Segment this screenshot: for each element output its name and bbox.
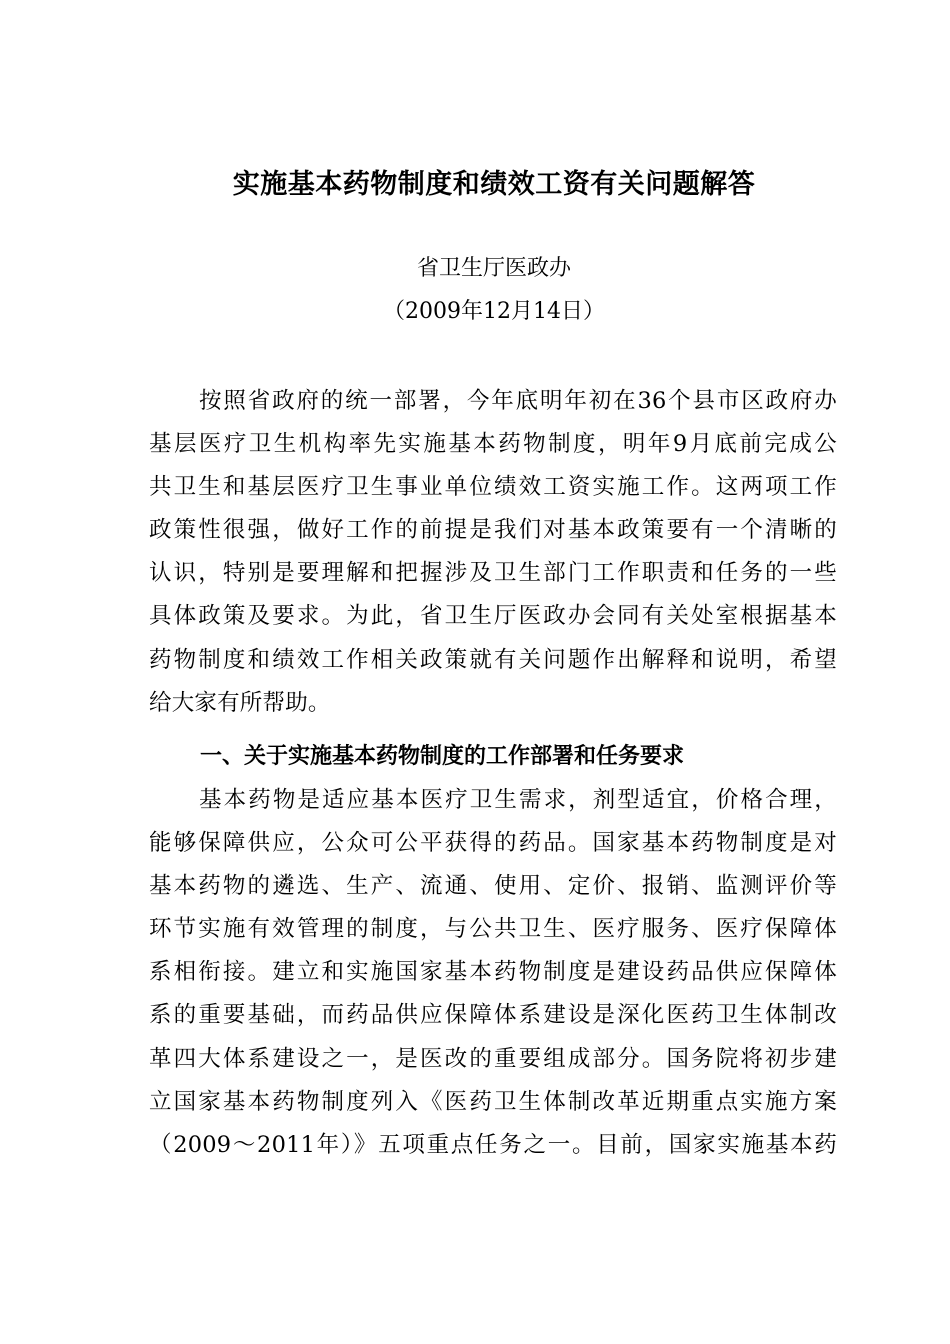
paragraph-line: 基本药物是适应基本医疗卫生需求，剂型适宜，价格合理， bbox=[199, 787, 837, 813]
paragraph-line: 能够保障供应，公众可公平获得的药品。国家基本药物制度是对 bbox=[149, 830, 837, 857]
paragraph-line: 系相衔接。建立和实施国家基本药物制度是建设药品供应保障体 bbox=[149, 959, 837, 986]
paragraph-line: 环节实施有效管理的制度，与公共卫生、医疗服务、医疗保障体 bbox=[149, 916, 837, 943]
paragraph-intro bbox=[149, 380, 837, 725]
paragraph-line: 立国家基本药物制度列入《医药卫生体制改革近期重点实施方案 bbox=[149, 1088, 837, 1115]
paragraph-line: 政策性很强，做好工作的前提是我们对基本政策要有一个清晰的 bbox=[149, 517, 837, 544]
paragraph-line: 药物制度和绩效工作相关政策就有关问题作出解释和说明，希望 bbox=[149, 646, 837, 673]
document-author: 省卫生厅医政办 bbox=[416, 256, 571, 281]
paragraph-line: 共卫生和基层医疗卫生事业单位绩效工资实施工作。这两项工作 bbox=[149, 474, 837, 501]
paragraph-line: 基层医疗卫生机构率先实施基本药物制度，明年9月底前完成公 bbox=[149, 431, 837, 458]
paragraph-line: 按照省政府的统一部署，今年底明年初在36个县市区政府办 bbox=[199, 388, 837, 414]
paragraph-line: 系的重要基础，而药品供应保障体系建设是深化医药卫生体制改 bbox=[149, 1002, 837, 1029]
paragraph-line: （2009～2011年）》五项重点任务之一。目前，国家实施基本药 bbox=[149, 1131, 837, 1158]
paragraph-line: 认识，特别是要理解和把握涉及卫生部门工作职责和任务的一些 bbox=[149, 560, 837, 587]
paragraph-line: 具体政策及要求。为此，省卫生厅医政办会同有关处室根据基本 bbox=[149, 603, 837, 630]
paragraph-line: 革四大体系建设之一，是医改的重要组成部分。国务院将初步建 bbox=[149, 1045, 837, 1072]
paragraph-line: 给大家有所帮助。 bbox=[149, 689, 331, 716]
paragraph-line: 基本药物的遴选、生产、流通、使用、定价、报销、监测评价等 bbox=[149, 873, 837, 900]
document-date: （2009年12月14日） bbox=[383, 299, 605, 324]
paragraph-section1 bbox=[149, 779, 837, 1167]
document-title: 实施基本药物制度和绩效工资有关问题解答 bbox=[232, 169, 756, 200]
section-heading: 一、关于实施基本药物制度的工作部署和任务要求 bbox=[200, 744, 685, 769]
